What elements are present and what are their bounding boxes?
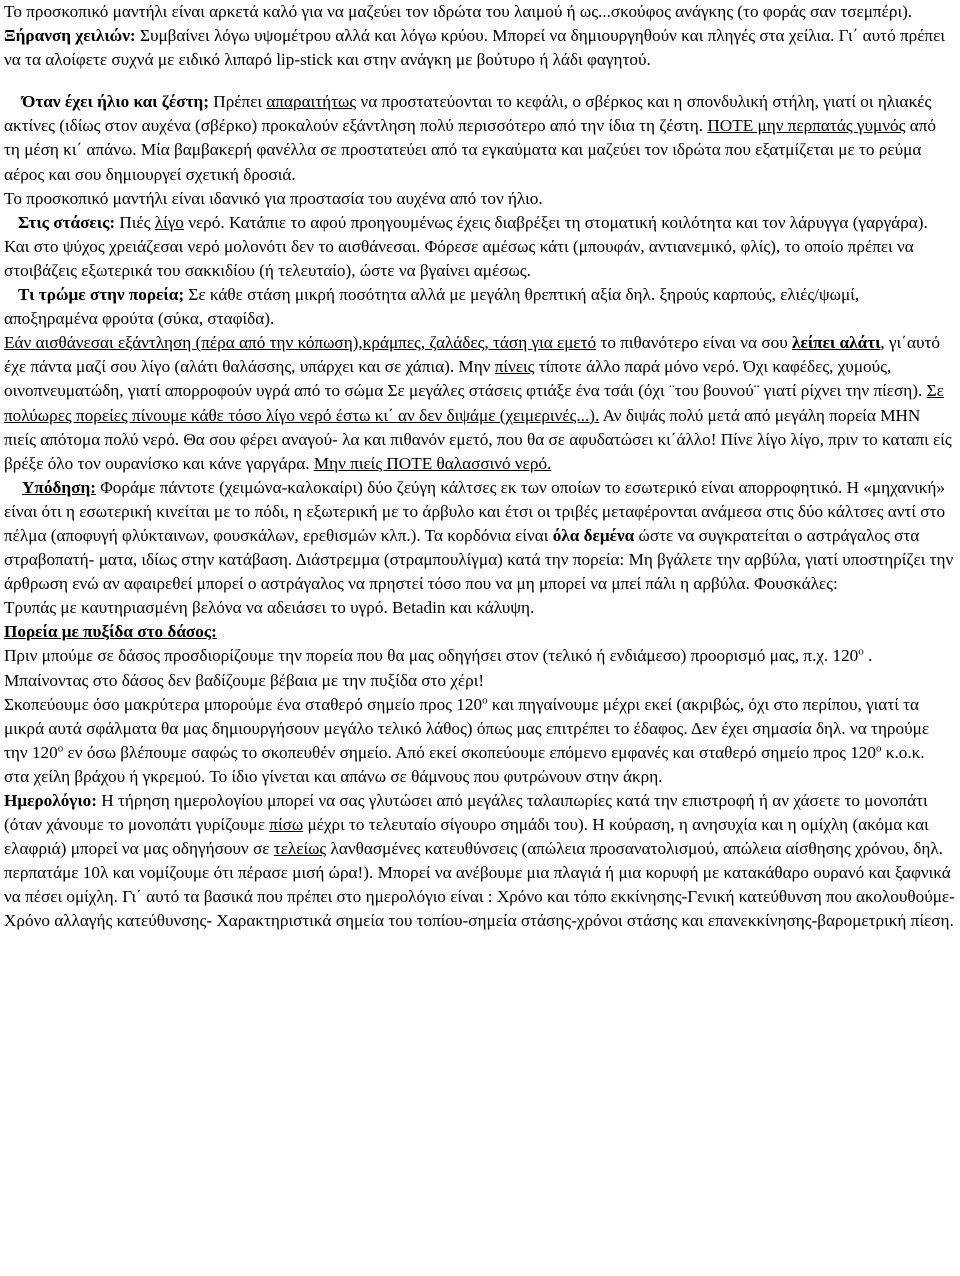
underlined-text: πίνεις [494, 357, 535, 377]
paragraph-blisters [4, 596, 956, 620]
underlined-text: Σε πολύωρες πορείες πίνουμε κάθε τόσο λίγο νερό έστω κι΄ αν δεν διψάμε (χειμερινές...). [4, 381, 944, 425]
text: Συμβαίνει λόγω υψομέτρου αλλά και λόγω κρύου. Μπορεί να δημιουργηθούν και πληγές στα χείλια. Γι΄ αυτό πρέπει να τα αλοίφετε συχνά με ειδικό λιπαρό lip-stick και στην ανάγκη με βούτυρο ή λάδι φαγητού. [4, 26, 945, 70]
footwear-label: Υπόδηση: [22, 477, 96, 497]
stops-label: Στις στάσεις: [18, 212, 116, 232]
text: τίποτε άλλο παρά μόνο νερό. Όχι καφέδες, χυμούς, οινοπνευματώδη, γιατί απορροφούν υγρά από το σώμα Σε μεγάλες στάσεις φτιάξε ένα τσάι (όχι ¨του βουνού¨ γιατί ρίχνει την πίεση). [4, 357, 927, 401]
text: Η τήρηση ημερολογίου μπορεί να σας γλυτώσει από μεγάλες ταλαιπωρίες κατά την επιστροφή ή αν χάσετε το μονοπάτι (όταν χάνουμε το μονοπάτι γυρίζουμε [4, 791, 928, 835]
paragraph-lip-dryness [4, 24, 956, 72]
text: λανθασμένες κατευθύνσεις (απώλεια προσανατολισμού, απώλεια αίσθησης χρόνου, δηλ. περπατάμε 10λ και νομίζουμε ότι πέρασε μισή ώρα!). Μπορεί να ανέβουμε μια πλαγιά ή μια κορυφή με κατακάθαρο ουρανό και ξαφνικά να πέσει ομίχλη. Γι΄ αυτό τα βασικά που πρέπει στο ημερολόγιο είναι : Χρόνο και τόπο εκκίνησης-Γενική κατεύθυνση που ακολουθούμε-Χρόνο αλλαγής κατεύθυνσης- Χαρακτηριστικά σημεία του τοπίου-σημεία στάσης-χρόνοι στάσης και επανεκκίνησης-βαρομετρική πίεση. [4, 839, 955, 931]
degree-superscript: ο [858, 645, 864, 658]
text: Σε κάθε στάση μικρή ποσότητα αλλά με μεγάλη θρεπτική αξία δηλ. ξηρούς καρπούς, ελιές/ψωμί, αποξηραμένα φρούτα (σύκα, σταφίδα). [4, 285, 860, 329]
bold-text: όλα δεμένα [552, 525, 635, 545]
underlined-text: ΠΟΤΕ μην περπατάς γυμνός [707, 116, 906, 136]
text: μέχρι το τελευταίο σίγουρο σημάδι του). Η κούραση, η ανησυχία και η ομίχλη (ακόμα και ελαφριά) μπορεί να μας οδηγήσουν σε [4, 815, 929, 859]
paragraph-sun-heat [4, 90, 956, 186]
food-label: Τι τρώμε στην πορεία; [18, 285, 185, 305]
text: Το προσκοπικό μαντήλι είναι αρκετά καλό για να μαζεύει τον ιδρώτα του λαιμού ή ως...σκούφος ανάγκης (το φοράς σαν τσεμπέρι). [4, 2, 913, 21]
text: Το προσκοπικό μαντήλι είναι ιδανικό για προστασία του αυχένα από τον ήλιο. [4, 188, 543, 208]
paragraph-compass-bearing [4, 644, 956, 692]
degree-superscript: ο [482, 693, 488, 706]
spacer [4, 72, 956, 90]
paragraph-cliff-edge [4, 765, 956, 789]
paragraph-stops [4, 211, 956, 283]
logbook-label: Ημερολόγιο: [4, 791, 97, 810]
paragraph-scarf-sweat [4, 0, 956, 24]
text: Σκοπεύουμε όσο μακρύτερα μπορούμε ένα σταθερό σημείο προς 120 [4, 694, 483, 714]
paragraph-footwear [4, 476, 956, 596]
text: Πρέπει [209, 92, 267, 112]
text: να προστατεύονται το κεφάλι, ο σβέρκος και η σπονδυλική στήλη, γιατί οι ηλιακές ακτίνες (ιδίως στον αυχένα (σβέρκο) προκαλούν εξάντληση πολύ περισσότερο από την ίδια τη ζέστη. [4, 92, 932, 136]
text: Πιές [115, 212, 155, 232]
bold-underlined-text: λείπει αλάτι [792, 333, 881, 353]
text: στα χείλη βράχου ή γκρεμού. Το ίδιο γίνεται και απάνω σε θάμνους που φυτρώνουν στην άκρη. [4, 766, 663, 786]
text: το πιθανότερο είναι να σου [596, 333, 793, 353]
lip-dryness-label: Ξήρανση χειλιών: [4, 26, 136, 46]
text: και πηγαίνουμε μέχρι εκεί (ακριβώς, όχι στο περίπου, γιατί τα μικρά αυτά σφάλματα θα μας δημιουργήσουν μεγάλο τελικό λάθος) όπως μας επιτρέπει το έδαφος. Δεν έχει σημασία δηλ. να τηρούμε την 120 [4, 694, 930, 762]
text: από τη μέση κι΄ απάνω. Μία βαμβακερή φανέλλα σε προστατεύει από τα εγκαύματα και μαζεύει τον ιδρώτα που εξατμίζεται με το ρεύμα αέρος και σου δημιουργεί σχετική δροσιά. [4, 116, 937, 184]
paragraph-scarf-neck [4, 187, 956, 211]
paragraph-exhaustion-water [4, 331, 956, 476]
paragraph-logbook [4, 789, 956, 934]
section-heading-compass: Πορεία με πυξίδα στο δάσος: [4, 622, 217, 642]
text: Φοράμε πάντοτε (χειμώνα-καλοκαίρι) δύο ζεύγη κάλτσες εκ των οποίων το εσωτερικό είναι απορροφητικό. Η «μηχανική» είναι ότι η εσωτερική κινείται με το πόδι, η εξωτερική με το άρβυλο και έτσι οι τριβές μεταφέρονται ανάμεσα στις δύο κάλτσες αντί στο πέλμα (αποφυγή φλύκταινων, φουσκάλων, ερεθισμών κλπ.). Τα κορδόνια είναι [4, 477, 946, 545]
sun-heat-label: Όταν έχει ήλιο και ζέστη; [22, 92, 209, 112]
underlined-text: λίγο [154, 212, 184, 232]
underlined-text: Μην πιείς ΠΟΤΕ θαλασσινό νερό. [313, 453, 552, 473]
text: Αν διψάς πολύ μετά από μεγάλη πορεία ΜΗΝ πιείς απότομα πολύ νερό. Θα σου φέρει αναγού- λα και πιθανόν εμετό, που θα σε αφυδατώσει κι΄άλλο! Πίνε λίγο λίγο, πριν το καταπι είς βρέξε όλο τον ουρανίσκο και κάνε γαργάρα. [4, 405, 952, 473]
text: , γι΄αυτό έχε πάντα μαζί σου λίγο (αλάτι θαλάσσης, υπάρχει και σε χάπια). Μην [4, 333, 940, 377]
text: Τρυπάς με καυτηριασμένη βελόνα να αδειάσει το υγρό. Betadin και κάλυψη. [4, 598, 535, 618]
degree-superscript: ο [57, 742, 64, 755]
degree-superscript: ο [876, 742, 882, 755]
text: Πριν μπούμε σε δάσος προσδιορίζουμε την πορεία που θα μας οδηγήσει στον (τελικό ή ενδιάμεσο) προορισμό μας, π.χ. 120 [4, 646, 859, 666]
paragraph-compass-sighting [4, 693, 956, 765]
underlined-text: Εάν αισθάνεσαι εξάντληση (πέρα από την κόπωση),κράμπες, ζαλάδες, τάση για εμετό [4, 333, 597, 353]
text: . Μπαίνοντας στο δάσος δεν βαδίζουμε βέβαια με την πυξίδα στο χέρι! [4, 646, 873, 690]
text: εν όσω βλέπουμε σαφώς το σκοπευθέν σημείο. Από εκεί σκοπεύουμε επόμενο εμφανές και σταθερό σημείο προς 120 [63, 742, 876, 762]
paragraph-food [4, 283, 956, 331]
text: κ.ο.κ. [881, 742, 925, 762]
underlined-text: τελείως [273, 839, 327, 859]
text: νερό. Κατάπιε το αφού προηγουμένως έχεις διαβρέξει τη στοματική κοιλότητα και τον λάρυγγα (γαργάρα). Και στο ψύχος χρειάζεσαι νερό μολονότι δεν το αισθάνεσαι. Φόρεσε αμέσως κάτι (μπουφάν, αντιανεμικό, φλίς), το οποίο πρέπει να στοιβάζεις εξωτερικά του σακκιδίου (ή τελευταίο), ώστε να βγαίνει αμέσως. [4, 212, 928, 280]
text: ώστε να συγκρατείται ο αστράγαλος στα στραβοπατή- ματα, ιδίως στην κατάβαση. Διάστρεμμα (στραμπουλίγμα) κατά την πορεία: Μη βγάλετε την αρβύλα, γιατί υποστηρίζει την άρθρωση ενώ αν αφαιρεθεί μπορεί ο αστράγαλος να πρηστεί τόσο που να μη μπορεί να μπεί πάλι η αρβύλα. Φουσκάλες: [4, 525, 954, 594]
underlined-text: πίσω [269, 815, 304, 835]
underlined-text: απαραιτήτως [266, 92, 357, 112]
